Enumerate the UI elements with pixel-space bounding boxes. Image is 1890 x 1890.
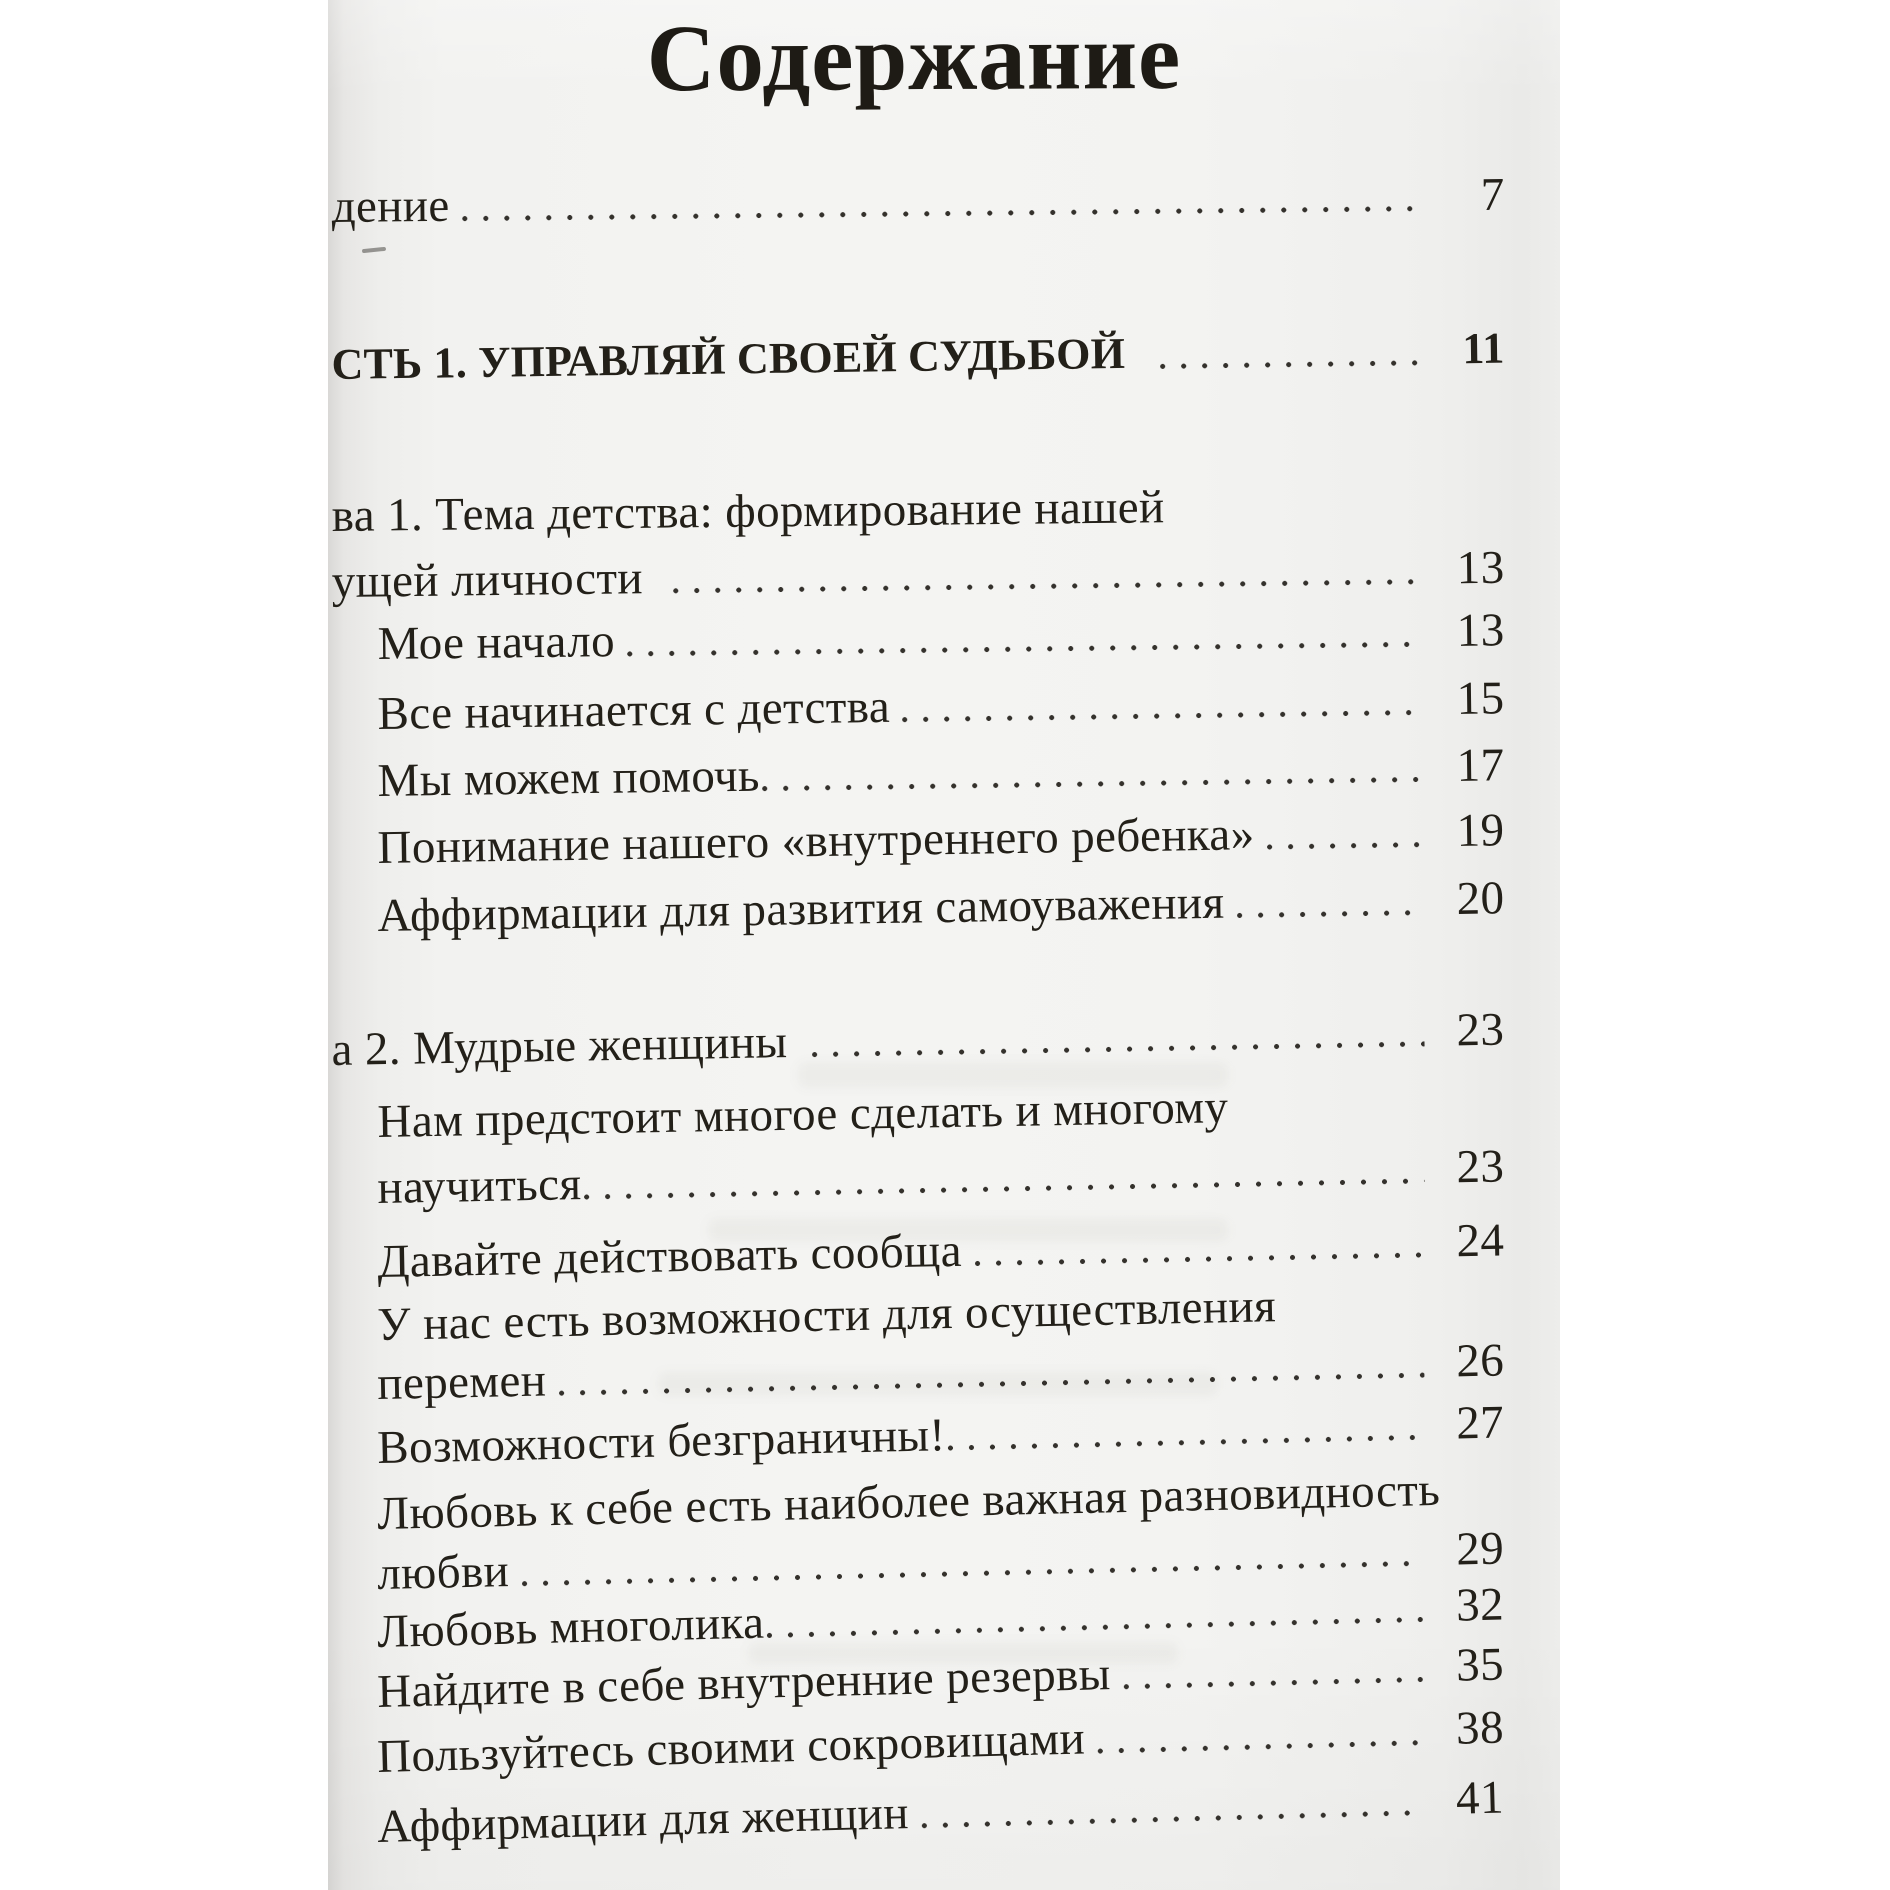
page-number: 23 [1455, 1140, 1505, 1194]
toc-title: Содержание [646, 2, 1182, 112]
toc-entry-label: Аффирмации для развития самоуважения [377, 876, 1225, 943]
dot-leader [1159, 358, 1425, 373]
toc-chapter-row [331, 998, 1505, 1080]
dot-leader [462, 204, 1425, 225]
page-number: 17 [1456, 739, 1505, 792]
toc-entry-label: Пользуйтесь своими сокровищами [376, 1712, 1086, 1784]
dot-leader [673, 577, 1425, 597]
dot-leader [921, 1808, 1424, 1832]
toc-entry-label: дение [331, 179, 450, 234]
toc-entry-label: Любовь многолика [376, 1596, 765, 1659]
page-number: 23 [1456, 1003, 1505, 1057]
toc-entry-row [377, 666, 1505, 744]
dot-leader [974, 1250, 1425, 1270]
page-number: 7 [1480, 168, 1505, 221]
dot-leader [811, 1039, 1424, 1061]
toc-part-row [331, 317, 1505, 395]
toc-entry-label: Любовь к себе есть наиболее важная разновидность [376, 1463, 1441, 1541]
page-number: 32 [1455, 1578, 1505, 1632]
toc-entry-label: Найдите в себе внутренние резервы [376, 1648, 1112, 1719]
toc-entry-label: Возможности безграничны! [376, 1409, 947, 1475]
page-number: 20 [1456, 872, 1505, 926]
dot-leader [902, 707, 1425, 725]
toc-entry-row [377, 866, 1505, 946]
toc-entry-label: СТЬ 1. УПРАВЛЯЙ СВОЕЙ СУДЬБОЙ [331, 328, 1126, 390]
page-number: 13 [1456, 604, 1505, 657]
toc-entry-label: перемен [376, 1354, 547, 1411]
toc-entry-label: Мое начало [377, 615, 616, 671]
print-smudge [362, 247, 386, 253]
page-number: 38 [1455, 1701, 1505, 1755]
page-number: 13 [1456, 541, 1505, 595]
page-number: 11 [1462, 323, 1505, 374]
toc-entry-label: Мы можем помочь [377, 749, 761, 808]
toc-entry-label: любви [376, 1545, 510, 1601]
page-number: 35 [1455, 1638, 1505, 1692]
page-number: 29 [1455, 1522, 1505, 1576]
toc-entry-label: Понимание нашего «внутреннего ребенка» [377, 808, 1255, 875]
dot-leader [1097, 1738, 1424, 1758]
page-number: 19 [1456, 804, 1505, 858]
dot-leader [1267, 840, 1425, 853]
toc-entry-row [377, 733, 1505, 811]
toc-entry-row [331, 163, 1505, 237]
page-number: 41 [1455, 1771, 1505, 1825]
page-number: 27 [1455, 1396, 1505, 1450]
toc-entry-row [377, 598, 1505, 674]
page-number: 24 [1455, 1214, 1505, 1268]
toc-entry-label: Аффирмации для женщин [376, 1787, 910, 1854]
toc-entry-label: Давайте действовать сообща [376, 1224, 963, 1289]
page-number: 15 [1456, 672, 1505, 725]
toc-entry-label: У нас есть возможности для осуществления [376, 1280, 1277, 1352]
toc-entry-label: научиться [376, 1158, 582, 1215]
dot-leader [948, 1432, 1425, 1454]
dot-leader [1123, 1674, 1425, 1692]
page-number: 26 [1455, 1334, 1505, 1388]
book-page-photo [328, 0, 1560, 1890]
toc-entry-row [377, 798, 1505, 878]
dot-leader [762, 774, 1425, 794]
toc-entry-label: а 2. Мудрые женщины [331, 1016, 788, 1077]
dot-leader [1237, 908, 1425, 922]
toc-entry-label: ва 1. Тема детства: формирование нашей [331, 481, 1165, 543]
toc-entry-label: Нам предстоит многое сделать и многому [377, 1081, 1229, 1149]
toc-entry-label: Все начинается с детства [377, 680, 891, 741]
toc-chapter-row [331, 472, 1505, 546]
dot-leader [627, 639, 1425, 660]
dot-leader [584, 1176, 1425, 1203]
toc-entry-label: ущей личности [331, 552, 644, 609]
